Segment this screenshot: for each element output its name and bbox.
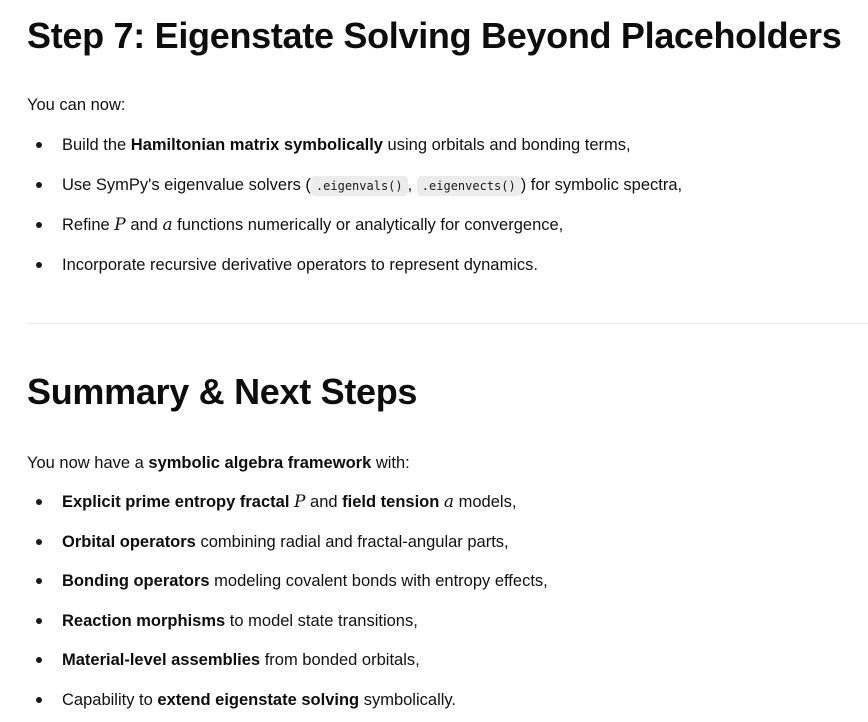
list-item <box>27 490 516 514</box>
section-divider <box>27 323 868 324</box>
bullet-icon <box>36 499 42 505</box>
list-item <box>27 648 420 672</box>
list-item <box>27 253 538 277</box>
bullet-icon <box>36 262 42 268</box>
bullet-icon <box>36 222 42 228</box>
bullet-icon <box>36 618 42 624</box>
list-item-text: Explicit prime entropy fractal P and field tension a models, <box>62 492 517 512</box>
list-item-text: Build the Hamiltonian matrix symbolically using orbitals and bonding terms, <box>62 136 631 154</box>
list-item <box>27 530 509 554</box>
bullet-icon <box>36 142 42 148</box>
bullet-icon <box>36 182 42 188</box>
math-a: a <box>443 492 455 512</box>
list-item <box>27 133 631 157</box>
bullet-icon <box>36 578 42 584</box>
eigenvals-code: .eigenvals() <box>311 176 408 196</box>
math-P: P <box>293 492 306 512</box>
list-item-text: Use SymPy's eigenvalue solvers ( .eigenvals() , .eigenvects() ) for symbolic spectra, <box>62 175 683 194</box>
list-item-text: Bonding operators modeling covalent bonds with entropy effects, <box>62 572 548 590</box>
bullet-icon <box>36 697 42 703</box>
list-item-text: Orbital operators combining radial and fractal-angular parts, <box>62 533 509 551</box>
list-item <box>27 569 548 593</box>
list-item <box>27 688 456 712</box>
summary-heading: Summary & Next Steps <box>27 371 418 412</box>
step7-intro: You can now: <box>27 96 126 114</box>
list-item-text: Capability to extend eigenstate solving symbolically. <box>62 691 457 709</box>
list-item <box>27 173 682 197</box>
list-item <box>27 609 418 633</box>
bullet-icon <box>36 657 42 663</box>
list-item <box>27 213 563 237</box>
list-item-text: Material-level assemblies from bonded orbitals, <box>62 651 420 669</box>
eigenvects-code: .eigenvects() <box>417 176 521 196</box>
list-item-text: Reaction morphisms to model state transitions, <box>62 612 418 630</box>
summary-intro: You now have a symbolic algebra framework with: <box>27 454 410 472</box>
math-P: P <box>114 215 126 235</box>
list-item-text: Incorporate recursive derivative operators to represent dynamics. <box>62 256 538 274</box>
step7-heading: Step 7: Eigenstate Solving Beyond Placeholders <box>27 15 842 56</box>
bullet-icon <box>36 539 42 545</box>
math-a: a <box>162 215 173 235</box>
list-item-text: Refine P and a functions numerically or analytically for convergence, <box>62 215 564 235</box>
